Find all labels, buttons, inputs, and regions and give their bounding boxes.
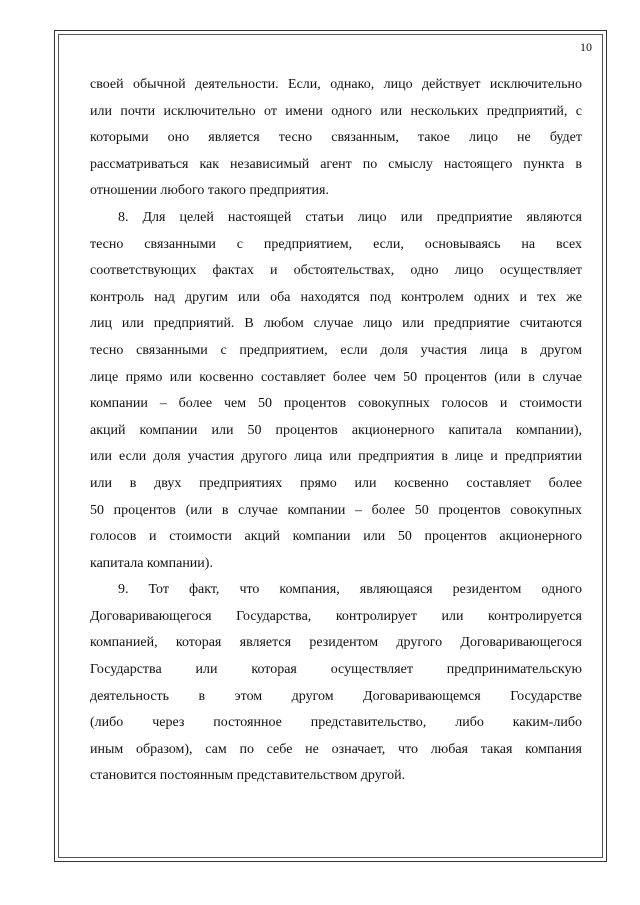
text-line: тесно связанными с предприятием, если, основываясь на всех (90, 236, 582, 252)
text-line: лице прямо или косвенно составляет более чем 50 процентов (или в случае (90, 369, 582, 385)
text-line: компанией, которая является резидентом другого Договаривающегося (90, 635, 582, 651)
paragraph-8 (90, 205, 582, 577)
text-line: иным образом), сам по себе не означает, что любая такая компания (90, 741, 582, 757)
text-line: своей обычной деятельности. Если, однако, лицо действует исключительно (90, 77, 582, 92)
text-line: или почти исключительно от имени одного или нескольких предприятий, с (90, 103, 582, 119)
page-number: 10 (580, 40, 592, 54)
text-line: компании – более чем 50 процентов совокупных голосов и стоимости (90, 396, 582, 412)
text-line: рассматриваться как независимый агент по смыслу настоящего пункта в (90, 156, 582, 172)
text-line: соответствующих фактах и обстоятельствах, одно лицо осуществляет (90, 263, 582, 279)
text-line: голосов и стоимости акций компании или 50 процентов акционерного (90, 529, 582, 545)
text-line: становится постоянным представительством другой. (90, 768, 406, 784)
text-line: или если доля участия другого лица или предприятия в лице и предприятии (90, 449, 582, 465)
text-line: лиц или предприятий. В любом случае лицо или предприятие считаются (90, 316, 582, 332)
text-line: 50 процентов (или в случае компании – более 50 процентов совокупных (90, 502, 582, 518)
document-body (90, 72, 582, 790)
text-line: капитала компании). (90, 555, 213, 571)
text-line: или в двух предприятиях прямо или косвенно составляет более (90, 475, 582, 491)
text-line: отношении любого такого предприятия. (90, 183, 329, 199)
paragraph-9 (90, 577, 582, 790)
text-line: контроль над другим или оба находятся под контролем одних и тех же (90, 289, 582, 305)
text-line: которыми оно является тесно связанным, такое лицо не будет (90, 130, 582, 146)
text-line: Договаривающегося Государства, контролирует или контролируется (90, 608, 582, 624)
text-line: 9. Тот факт, что компания, являющаяся резидентом одного (118, 582, 582, 598)
text-line: деятельность в этом другом Договаривающемся Государстве (90, 688, 582, 704)
text-line: 8. Для целей настоящей статьи лицо или предприятие являются (118, 209, 582, 225)
text-line: (либо через постоянное представительство, либо каким-либо (90, 715, 582, 731)
text-line: акций компании или 50 процентов акционерного капитала компании), (90, 422, 582, 438)
text-line: Государства или которая осуществляет предпринимательскую (90, 662, 582, 678)
paragraph-continuation (90, 72, 582, 205)
text-line: тесно связанными с предприятием, если доля участия лица в другом (90, 342, 582, 358)
